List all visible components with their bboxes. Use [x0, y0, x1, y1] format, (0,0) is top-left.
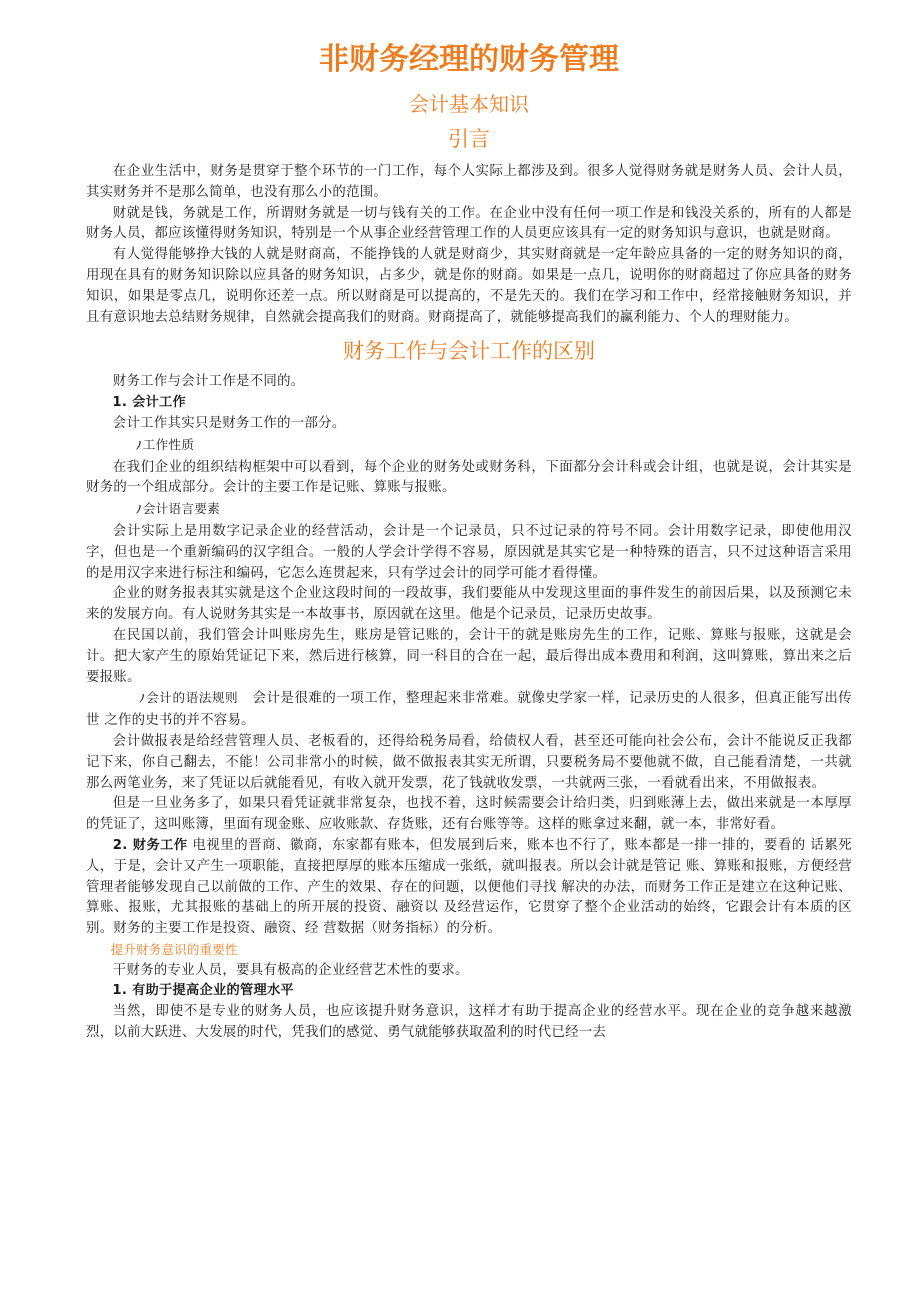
section-heading-difference: 财务工作与会计工作的区别 [343, 339, 595, 364]
finance-text: 电视里的晋商、徽商，东家都有账本，但发展到后来，账本也不行了，账本都是一排一排的，要看的 话累死人，于是，会计又产生一项职能，直接把厚厚的账本压缩成一张纸，就叫报表。所以会计就是管记 账、算账和报账，方便经营管理者能够发现自己以前做的工作、产生的效果、存在的问题，以便他们寻找 解决的办法，而财务工作正是建立在这种记账、算账、报账，尤其报账的基础上的所开展的投资、融资以 及经营运作，它贯穿了整个企业活动的始终，它跟会计有本质的区别。财务的主要工作是投资、融资、经 营数据（财务指标）的分析。 [86, 837, 852, 937]
accounting-paragraph-5: 在民国以前，我们管会计叫账房先生，账房是管记账的，会计干的就是账房先生的工作，记账、算账与报账，这就是会计。把大家产生的原始凭证记下来，然后进行核算，同一科目的合在一起，最后得出成本费用和利润，这叫算账，算出来之后要报账。 [86, 627, 852, 685]
accounting-paragraph-2: 在我们企业的组织结构框架中可以看到，每个企业的财务处或财务科，下面都分会计科或会计组，也就是说，会计其实是财务的一个组成部分。会计的主要工作是记账、算账与报账。 [86, 459, 852, 496]
grammar-rules-text: 会计是很难的一项工作，整理起来非常难。就像史学家一样，记录历史的人很多，但真正能写出传世 之作的史书的并不容易。 [86, 691, 852, 729]
page-title: 非财务经理的财务管理 [319, 42, 619, 77]
awareness-importance-link[interactable]: 提升财务意识的重要性 [110, 941, 238, 957]
accounting-paragraph-8: 但是一旦业务多了，如果只看凭证就非常复杂，也找不着，这时候需要会计给归类，归到账薄上去，做出来就是一本厚厚的凭证了，这叫账簿，里面有现金账、应收账款、存货账，还有台账等等。这样的账拿过来翻，就一本，非常好看。 [86, 796, 852, 833]
management-paragraph: 当然，即使不是专业的财务人员，也应该提升财务意识，这样才有助于提高企业的经营水平。现在企业的竞争越来越激烈，以前大跃进、大发展的时代，凭我们的感觉、勇气就能够获取盈利的时代已经一去 [86, 1004, 852, 1041]
subheading-work-nature [86, 435, 852, 458]
finance-paragraph [86, 836, 852, 940]
document-page [86, 38, 852, 1044]
section-heading-intro: 引言 [448, 127, 490, 151]
difference-intro: 财务工作与会计工作是不同的。 [112, 374, 305, 390]
accounting-paragraph-3: 会计实际上是用数字记录企业的经营活动，会计是一个记录员，只不过记录的符号不同。会计用数字记录，即使他用汉字，但也是一个重新编码的汉字组合。一般的人学会计学得不容易，原因就是其实它是一种特殊的语言，只不过这种语言采用的是用汉字来进行标注和编码，它怎么连贯起来，只有学过会计的同学可能才看得懂。 [86, 523, 852, 581]
accounting-paragraph-6 [86, 688, 852, 732]
subheading-language-elements [86, 499, 852, 522]
awareness-paragraph: 干财务的专业人员，要具有极高的企业经营艺术性的要求。 [112, 962, 469, 978]
intro-paragraph-1: 在企业生活中，财务是贯穿于整个环节的一门工作，每个人实际上都涉及到。很多人觉得财务就是财务人员、会计人员，其实财务并不是那么简单，也没有那么小的范围。 [86, 164, 852, 200]
finance-heading: 2. 财务工作 [112, 837, 188, 853]
bullet-icon: ﾉ [139, 694, 145, 706]
intro-paragraph-2: 财就是钱，务就是工作，所谓财务就是一切与钱有关的工作。在企业中没有任何一项工作是和钱没关系的，所有的人都是财务人员，都应该懂得财务知识，特别是一个从事企业经营管理工作的人员更应该具有一定的财务知识与意识，也就是财商。 [86, 205, 852, 242]
subheading-label: 工作性质 [142, 436, 195, 452]
intro-paragraph-3: 有人觉得能够挣大钱的人就是财商高，不能挣钱的人就是财商少，其实财商就是一定年龄应具备的一定的财务知识的商，用现在具有的财务知识除以应具备的财务知识，占多少，就是你的财商。如果是一点几，说明你的财商超过了你应具备的财务知识，如果是零点几，说明你还差一点。所以财商是可以提高的，不是先天的。我们在学习和工作中，经常接触财务知识，并且有意识地去总结财务规律，自然就会提高我们的财商。财商提高了，就能够提高我们的赢利能力、个人的理财能力。 [86, 247, 852, 325]
subheading-grammar-rules: 会计的语法规则 [145, 690, 239, 706]
accounting-paragraph-7: 会计做报表是给经营管理人员、老板看的，还得给税务局看，给债权人看，甚至还可能向社会公布，会计不能说反正我都记下来，你自己翻去，不能！公司非常小的时候，做不做报表其实无所谓，只要税务局不要他就不做，自己能看清楚，一共就那么两笔业务，来了凭证以后就能看见，有收入就开发票，花了钱就收发票，一共就两三张，一看就看出来，不用做报表。 [86, 733, 852, 791]
accounting-paragraph-1: 会计工作其实只是财务工作的一部分。 [112, 415, 346, 431]
accounting-paragraph-4: 企业的财务报表其实就是这个企业这段时间的一段故事，我们要能从中发现这里面的事件发生的前因后果，以及预测它未来的发展方向。有人说财务其实是一本故事书，原因就在这里。他是个记录员，记录历史故事。 [86, 586, 852, 623]
bullet-icon: ﾉ [136, 440, 142, 452]
bullet-icon: ﾉ [136, 505, 142, 517]
accounting-heading: 1. 会计工作 [112, 395, 187, 411]
management-heading: 1. 有助于提高企业的管理水平 [112, 983, 294, 999]
subtitle: 会计基本知识 [409, 92, 529, 116]
subheading-label: 会计语言要素 [142, 501, 221, 517]
